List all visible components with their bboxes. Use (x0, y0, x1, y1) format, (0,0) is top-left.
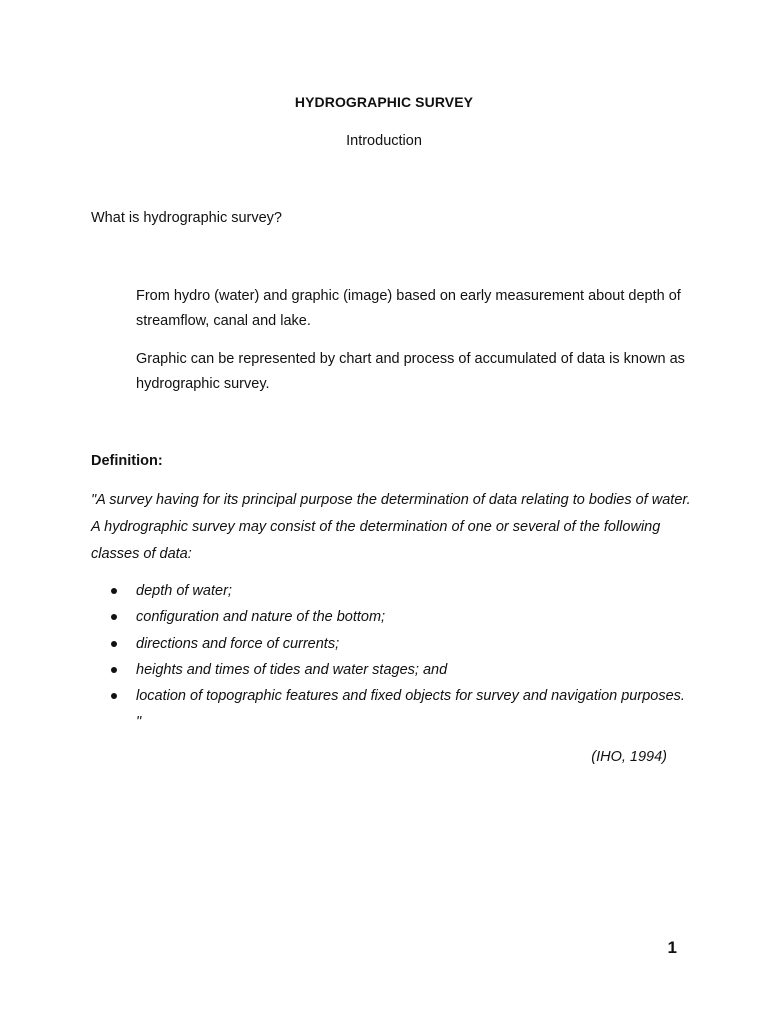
list-item-text: depth of water; (136, 583, 232, 599)
section-subtitle: Introduction (346, 133, 422, 149)
list-item (110, 631, 690, 657)
bullet-icon (111, 588, 117, 594)
definition-quote: "A survey having for its principal purpose the determination of data relating to bodies of water. A hydrographic survey may consist of the determination of one or several of the following classes of data: (91, 492, 691, 562)
list-item-text: directions and force of currents; (136, 635, 340, 652)
definition-heading: Definition: (91, 453, 163, 469)
bullet-icon (111, 667, 117, 673)
citation: (IHO, 1994) (591, 749, 667, 765)
question-heading: What is hydrographic survey? (91, 210, 282, 226)
data-classes-list (110, 578, 690, 736)
list-item-text: heights and times of tides and water stages; and (136, 661, 448, 678)
list-item (110, 657, 690, 683)
bullet-icon (111, 693, 117, 699)
bullet-icon (111, 614, 117, 620)
bullet-icon (111, 641, 117, 647)
list-item-text: location of topographic features and fixed objects for survey and navigation purposes. " (136, 688, 685, 731)
list-item-text: configuration and nature of the bottom; (136, 609, 386, 626)
list-item (110, 604, 690, 630)
paragraph-2: Graphic can be represented by chart and process of accumulated of data is known as hydrographic survey. (136, 351, 685, 392)
page-number: 1 (667, 938, 677, 957)
document-title: HYDROGRAPHIC SURVEY (294, 94, 474, 110)
list-item (110, 578, 690, 604)
list-item (110, 683, 690, 736)
paragraph-1: From hydro (water) and graphic (image) based on early measurement about depth of streamflow, canal and lake. (136, 288, 681, 329)
